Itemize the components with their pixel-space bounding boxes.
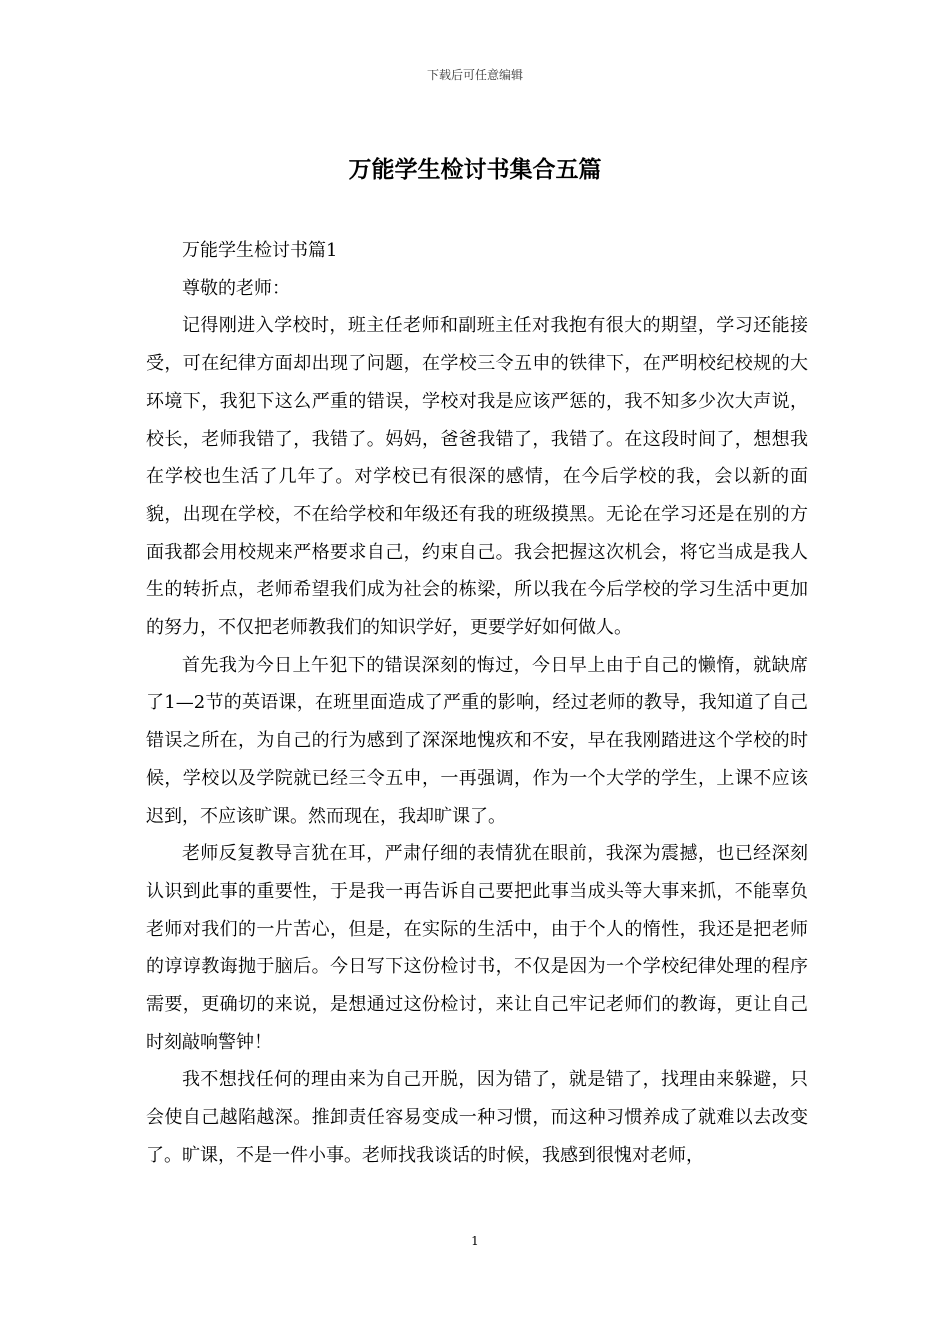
document-title: 万能学生检讨书集合五篇 (348, 156, 602, 183)
body-paragraph-2: 首先我为今日上午犯下的错误深刻的悔过，今日早上由于自己的懒惰，就缺席了1—2节的英语课，在班里面造成了严重的影响，经过老师的教导，我知道了自己错误之所在，为自己的行为感到了深深地愧疚和不安，早在我刚踏进这个学校的时候，学校以及学院就已经三令五申，一再强调，作为一个大学的学生，上课不应该迟到，不应该旷课。然而现在，我却旷课了。 (146, 654, 808, 827)
header-note: 下载后可任意编辑 (426, 68, 523, 82)
salutation: 尊敬的老师： (182, 277, 290, 299)
section-heading: 万能学生检讨书篇1 (182, 240, 338, 261)
body-paragraph-4: 我不想找任何的理由来为自己开脱，因为错了，就是错了，找理由来躲避，只会使自己越陷越深。推卸责任容易变成一种习惯，而这种习惯养成了就难以去改变了。旷课，不是一件小事。老师找我谈话的时候，我感到很愧对老师， (146, 1069, 808, 1166)
body-paragraph-3: 老师反复教导言犹在耳，严肃仔细的表情犹在眼前，我深为震撼，也已经深刻认识到此事的重要性，于是我一再告诉自己要把此事当成头等大事来抓，不能辜负老师对我们的一片苦心，但是，在实际的生活中，由于个人的惰性，我还是把老师的谆谆教诲抛于脑后。今日写下这份检讨书，不仅是因为一个学校纪律处理的程序需要，更确切的来说，是想通过这份检讨，来让自己牢记老师们的教诲，更让自己时刻敲响警钟！ (146, 843, 808, 1053)
document-body (146, 232, 808, 1175)
page-number: 1 (471, 1234, 479, 1248)
body-paragraph-1: 记得刚进入学校时，班主任老师和副班主任对我抱有很大的期望，学习还能接受，可在纪律方面却出现了问题，在学校三令五申的铁律下，在严明校纪校规的大环境下，我犯下这么严重的错误，学校对我是应该严惩的，我不知多少次大声说，校长，老师我错了，我错了。妈妈，爸爸我错了，我错了。在这段时间了，想想我在学校也生活了几年了。对学校已有很深的感情，在今后学校的我，会以新的面貌，出现在学校，不在给学校和年级还有我的班级摸黑。无论在学习还是在别的方面我都会用校规来严格要求自己，约束自己。我会把握这次机会，将它当成是我人生的转折点，老师希望我们成为社会的栋梁，所以我在今后学校的学习生活中更加的努力，不仅把老师教我们的知识学好，更要学好如何做人。 (146, 315, 808, 639)
